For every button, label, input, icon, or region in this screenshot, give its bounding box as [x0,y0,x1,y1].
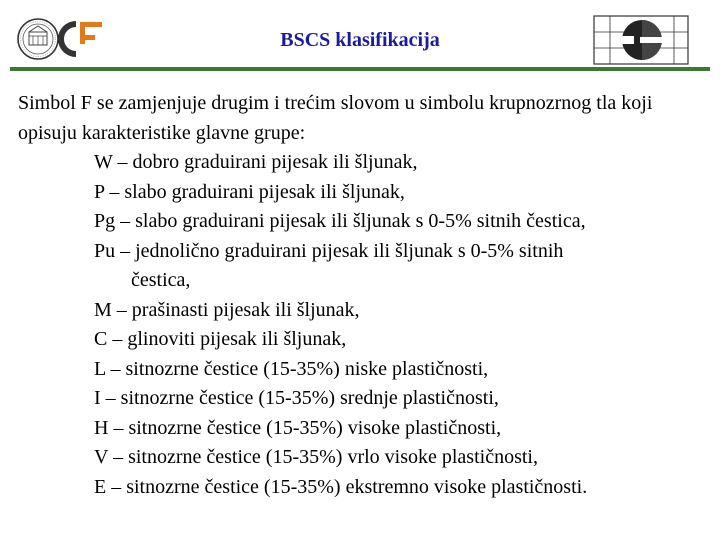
faculty-mark-icon [61,22,102,54]
header-divider [10,67,710,71]
list-item: M – prašinasti pijesak ili šljunak, [94,298,360,321]
list-item: Pg – slabo graduirani pijesak ili šljunak s 0-5% sitnih čestica, [94,210,586,232]
classification-list [18,148,708,502]
list-item: Pu – jednolično graduirani pijesak ili šljunak s 0-5% sitnih čestica, [94,239,564,291]
list-item: H – sitnozrne čestice (15-35%) visoke plastičnosti, [94,416,502,439]
list-item: W – dobro graduirani pijesak ili šljunak, [94,151,418,173]
university-seal-icon [14,10,114,68]
list-item: C – glinoviti pijesak ili šljunak, [94,328,347,350]
intro-paragraph: Simbol F se zamjenjuje drugim i trećim slovom u simbolu krupnozrnog tla koji opisuju karakteristike glavne grupe: [18,92,653,144]
slide-title: BSCS klasifikacija [280,29,440,51]
list-item: E – sitnozrne čestice (15-35%) ekstremno visoke plastičnosti. [94,475,588,498]
slide-body [18,89,708,502]
seal-icon [18,19,58,59]
list-item: V – sitnozrne čestice (15-35%) vrlo visoke plastičnosti, [94,446,538,468]
list-item: L – sitnozrne čestice (15-35%) niske plastičnosti, [94,357,489,380]
institute-logo-icon [592,10,692,68]
list-item: I – sitnozrne čestice (15-35%) srednje plastičnosti, [94,387,499,409]
list-item: P – slabo graduirani pijesak ili šljunak, [94,180,405,203]
